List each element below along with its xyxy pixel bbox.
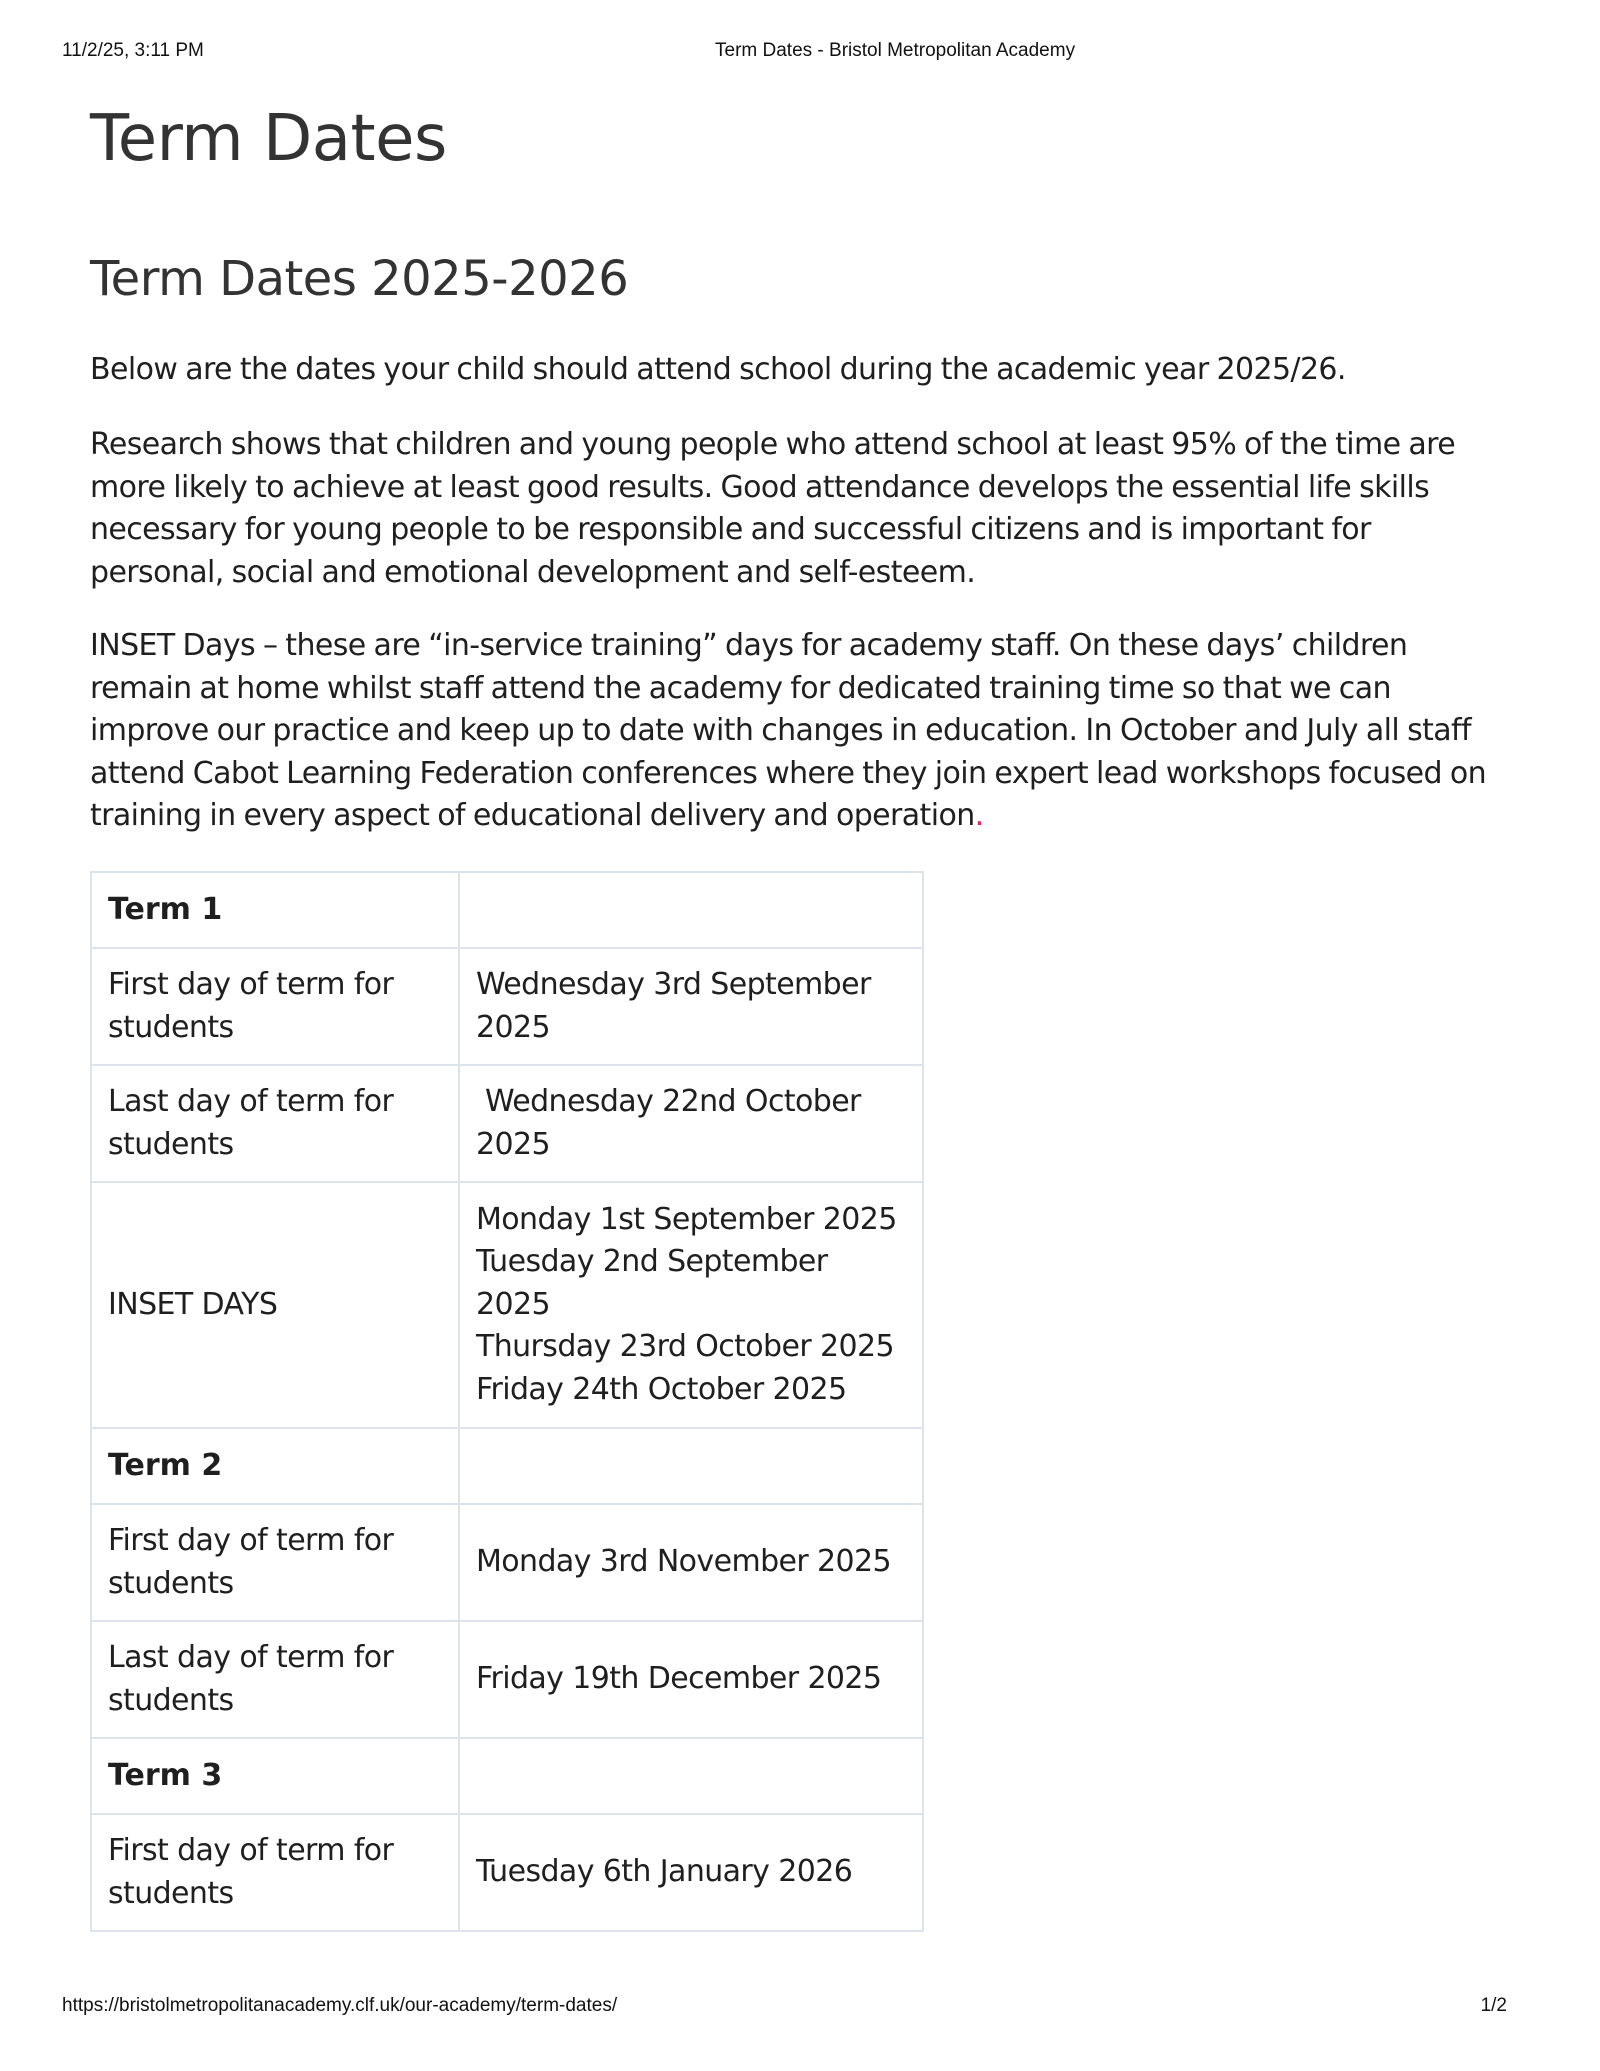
inset-date: Tuesday 2nd September 2025	[476, 1244, 828, 1322]
inset-dates-cell	[459, 1182, 923, 1428]
inset-paragraph	[90, 625, 1510, 838]
term-dates-table	[90, 871, 924, 1932]
print-datetime: 11/2/25, 3:11 PM	[62, 40, 204, 61]
label-cell: INSET DAYS	[91, 1182, 459, 1428]
table-row-term-2	[91, 1428, 923, 1504]
inset-date: Friday 24th October 2025	[476, 1371, 847, 1407]
date-cell: Friday 19th December 2025	[459, 1621, 923, 1738]
term-heading-cell: Term 2	[91, 1428, 459, 1504]
table-row	[91, 1621, 923, 1738]
empty-cell	[459, 1428, 923, 1504]
table-row	[91, 1065, 923, 1182]
page-url-link[interactable]: https://bristolmetropolitanacademy.clf.uk/our-academy/term-dates/	[62, 1995, 618, 2016]
label-cell: First day of term for students	[91, 948, 459, 1065]
paragraph-end-mark: .	[974, 798, 984, 833]
section-heading: Term Dates 2025-2026	[90, 251, 629, 307]
page-number: 1/2	[1480, 1995, 1507, 2016]
empty-cell	[459, 872, 923, 948]
table-row	[91, 948, 923, 1065]
date-cell: Tuesday 6th January 2026	[459, 1814, 923, 1931]
term-heading-cell: Term 3	[91, 1738, 459, 1814]
table-row-term-3	[91, 1738, 923, 1814]
print-page-title: Term Dates - Bristol Metropolitan Academy	[715, 40, 1076, 61]
table-row-inset-days	[91, 1182, 923, 1428]
empty-cell	[459, 1738, 923, 1814]
table-row	[91, 1504, 923, 1621]
table-row-term-1	[91, 872, 923, 948]
term-heading-cell: Term 1	[91, 872, 459, 948]
table-row	[91, 1814, 923, 1931]
inset-date: Thursday 23rd October 2025	[476, 1329, 894, 1365]
inset-date: Monday 1st September 2025	[476, 1201, 897, 1237]
page-title: Term Dates	[90, 102, 447, 176]
main-content	[90, 95, 1510, 1911]
inset-paragraph-text: INSET Days – these are “in-service training” days for academy staff. On these days’ children remain at home whilst staff attend the academy for dedicated training time so that we can improve our practice and keep up to date with changes in education. In October and July all staff attend Cabot Learning Federation conferences where they join expert lead workshops focused on training in every aspect of educational delivery and operation	[90, 628, 1487, 833]
label-cell: First day of term for students	[91, 1504, 459, 1621]
label-cell: Last day of term for students	[91, 1065, 459, 1182]
label-cell: Last day of term for students	[91, 1621, 459, 1738]
date-cell: Wednesday 3rd September 2025	[459, 948, 923, 1065]
label-cell: First day of term for students	[91, 1814, 459, 1931]
date-cell: Monday 3rd November 2025	[459, 1504, 923, 1621]
date-cell: Wednesday 22nd October 2025	[459, 1065, 923, 1182]
intro-paragraph: Below are the dates your child should attend school during the academic year 2025/26.	[90, 352, 1346, 387]
attendance-paragraph: Research shows that children and young people who attend school at least 95% of the time are more likely to achieve at least good results. Good attendance develops the essential life skills necessary for young people to be responsible and successful citizens and is important for personal, social and emotional development and self-esteem.	[90, 427, 1456, 590]
